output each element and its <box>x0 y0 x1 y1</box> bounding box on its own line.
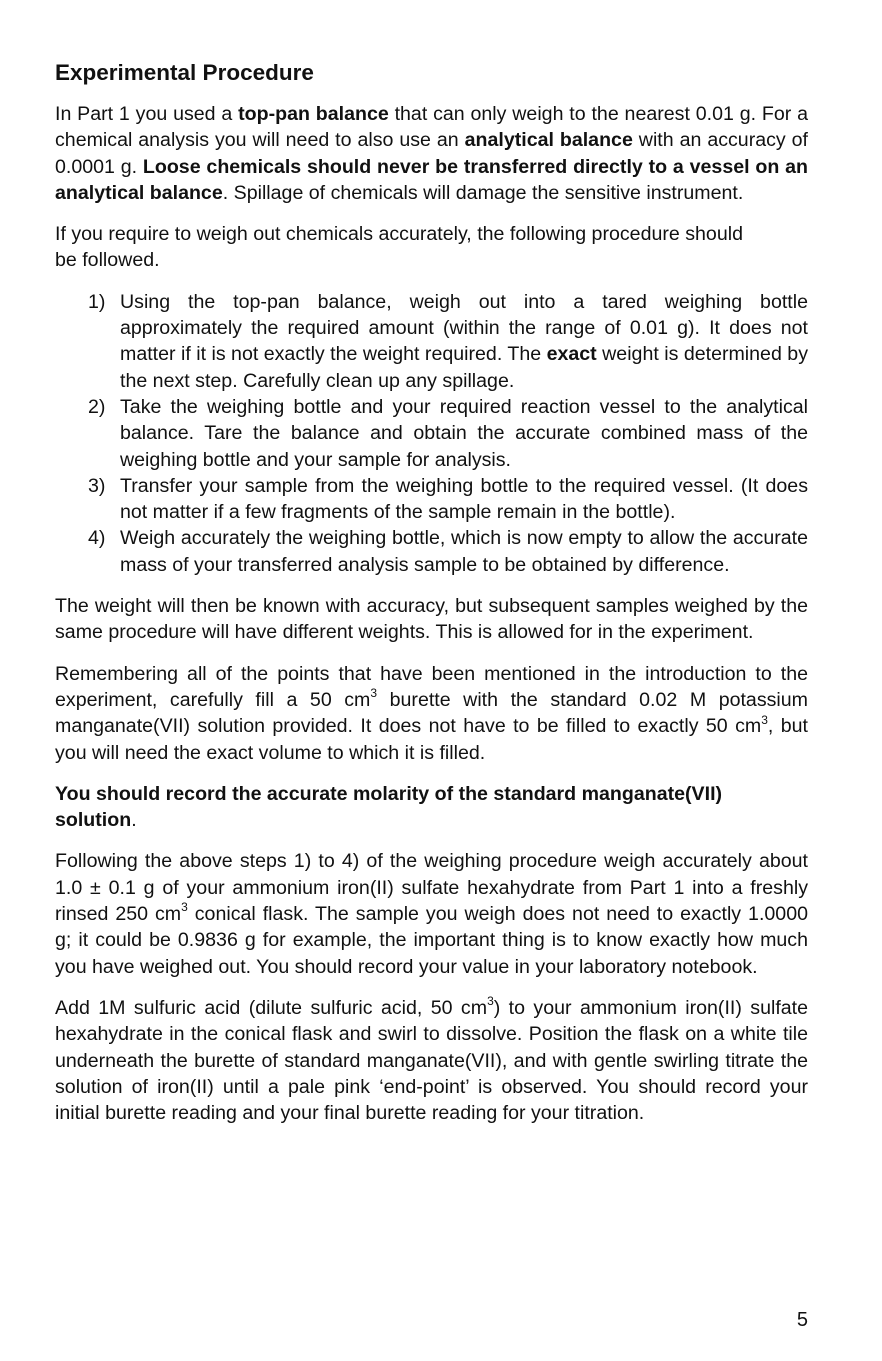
text: Add 1M sulfuric acid (dilute sulfuric acid, 50 cm <box>55 996 488 1019</box>
text: , but you will need the exact volume to which it is filled. <box>55 715 808 764</box>
superscript: 3 <box>181 900 188 915</box>
text: . Spillage of chemicals will damage the sensitive instrument. <box>222 181 744 204</box>
text: that can only weigh to the nearest 0.01 g. For a chemical analysis you will need to also use an <box>55 103 808 152</box>
text: Remembering all of the points that have been mentioned in the introduction to the experiment, carefully fill a 50 cm <box>55 662 808 711</box>
text: In Part 1 you used a <box>55 103 239 125</box>
page-number: 5 <box>796 1309 808 1331</box>
paragraph-weight-known: The weight will then be known with accuracy, but subsequent samples weighed by the same procedure will have different weights. This is allowed for in the experiment. <box>55 595 808 644</box>
list-item <box>55 525 808 578</box>
document-page <box>55 58 808 1141</box>
bold-text: You should record the accurate molarity of the standard manganate(VII) solution <box>55 782 723 832</box>
list-item <box>55 473 808 526</box>
superscript: 3 <box>761 712 768 727</box>
text: burette with the standard 0.02 M potassium manganate(VII) solution provided. It does not have to be filled to exactly 50 cm <box>55 688 808 738</box>
paragraph-titration <box>55 995 808 1126</box>
bold-text: analytical balance <box>464 129 633 152</box>
bold-text: top-pan balance <box>238 103 389 125</box>
paragraph-balance-intro <box>55 101 808 206</box>
step-number: 3) <box>88 474 106 497</box>
paragraph-record-molarity <box>55 781 808 834</box>
paragraph-procedure-intro: If you require to weigh out chemicals accurately, the following procedure should be followed. <box>55 223 743 272</box>
text: Using the top-pan balance, weigh out into a tared weighing bottle approximately the required amount (within the range of 0.01 g). It does not matter if it is not exactly the weight required. The <box>120 290 808 366</box>
list-item <box>55 289 808 394</box>
paragraph-weigh-sample <box>55 848 808 979</box>
text: weight is determined by the next step. Carefully clean up any spillage. <box>120 343 808 392</box>
step-number: 4) <box>88 527 106 550</box>
superscript: 3 <box>370 686 378 701</box>
text: Take the weighing bottle and your required reaction vessel to the analytical balance. Tare the balance and obtain the accurate combined mass of the weighing bottle and your sample for analysis. <box>120 395 808 471</box>
text: Following the above steps 1) to 4) of the weighing procedure weigh accurately about 1.0 ± 0.1 g of your ammonium iron(II) sulfate hexahydrate from Part 1 into a freshly rinsed 250 cm <box>55 850 808 926</box>
text: ) to your ammonium iron(II) sulfate hexahydrate in the conical flask and swirl to dissolve. Position the flask on a white tile underneath the burette of standard manganate(VII), and with gentle swirling titrate the solution of iron(II) until a pale pink ‘end-point’ is observed. You should record your initial burette reading and your final burette reading for your titration. <box>55 996 808 1125</box>
superscript: 3 <box>487 994 494 1009</box>
list-item <box>55 394 808 473</box>
step-number: 1) <box>88 290 106 313</box>
text: Transfer your sample from the weighing bottle to the required vessel. (It does not matter if a few fragments of the sample remain in the bottle). <box>120 474 808 524</box>
paragraph-burette-fill <box>55 661 808 766</box>
text: conical flask. The sample you weigh does not need to exactly 1.0000 g; it could be 0.9836 g for example, the important thing is to know exactly how much you have weighed out. You should record your value in your laboratory notebook. <box>55 903 808 978</box>
step-number: 2) <box>88 395 106 418</box>
section-heading: Experimental Procedure <box>55 60 314 85</box>
text: . <box>131 809 137 832</box>
weighing-steps-list <box>55 289 808 578</box>
text: with an accuracy of 0.0001 g. <box>55 129 808 178</box>
text: Weigh accurately the weighing bottle, which is now empty to allow the accurate mass of your transferred analysis sample to be obtained by difference. <box>120 527 808 576</box>
bold-warning: Loose chemicals should never be transferred directly to a vessel on an analytical balance <box>55 155 808 204</box>
bold-text: exact <box>546 343 597 366</box>
